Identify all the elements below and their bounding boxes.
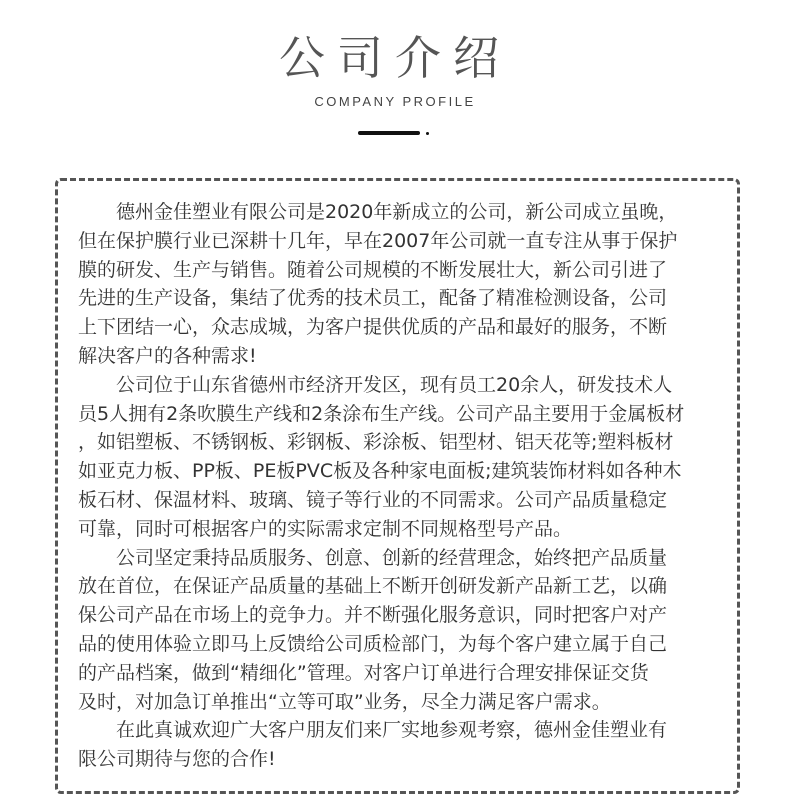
- text-line: 德州金佳塑业有限公司是2020年新成立的公司，新公司成立虽晚，: [116, 201, 678, 223]
- text-line: 公司坚定秉持品质服务、创意、创新的经营理念，始终把产品质量: [116, 546, 668, 569]
- text-line: 保公司产品在市场上的竞争力。并不断强化服务意识，同时把客户对产: [78, 604, 668, 627]
- text-line: 解决客户的各种需求!: [78, 344, 257, 367]
- company-description: [78, 198, 723, 774]
- divider-dot: [426, 132, 429, 135]
- text-line: 上下团结一心，众志成城，为客户提供优质的产品和最好的服务，不断: [78, 316, 668, 339]
- text-line: 先进的生产设备，集结了优秀的技术员工，配备了精准检测设备，公司: [78, 287, 668, 310]
- text-line: 员5人拥有2条吹膜生产线和2条涂布生产线。公司产品主要用于金属板材: [78, 402, 685, 425]
- text-line: ，如铝塑板、不锈钢板、彩钢板、彩涂板、铝型材、铝天花等;塑料板材: [78, 431, 674, 454]
- divider-bar: [358, 131, 420, 135]
- text-line: 在此真诚欢迎广大客户朋友们来厂实地参观考察，德州金佳塑业有: [116, 719, 668, 742]
- text-line: 公司位于山东省德州市经济开发区，现有员工20余人，研发技术人: [116, 373, 673, 396]
- page-subtitle: COMPANY PROFILE: [314, 94, 476, 109]
- text-line: 的产品档案，做到“精细化”管理。对客户订单进行合理安排保证交货: [78, 661, 649, 684]
- text-line: 品的使用体验立即马上反馈给公司质检部门，为每个客户建立属于自己: [78, 632, 668, 655]
- text-line: 放在首位，在保证产品质量的基础上不断开创研发新产品新工艺，以确: [78, 575, 668, 598]
- text-line: 如亚克力板、PP板、PE板PVC板及各种家电面板;建筑装饰材料如各种木: [78, 460, 682, 483]
- text-line: 限公司期待与您的合作!: [78, 748, 276, 771]
- text-line: 但在保护膜行业已深耕十几年，早在2007年公司就一直专注从事于保护: [78, 229, 678, 252]
- text-line: 膜的研发、生产与销售。随着公司规模的不断发展壮大，新公司引进了: [78, 258, 668, 281]
- text-line: 及时，对加急订单推出“立等可取”业务，尽全力满足客户需求。: [78, 690, 611, 713]
- page-title: 公司介绍: [279, 31, 511, 85]
- text-line: 板石材、保温材料、玻璃、镜子等行业的不同需求。公司产品质量稳定: [78, 488, 668, 511]
- text-line: 可靠，同时可根据客户的实际需求定制不同规格型号产品。: [78, 517, 573, 540]
